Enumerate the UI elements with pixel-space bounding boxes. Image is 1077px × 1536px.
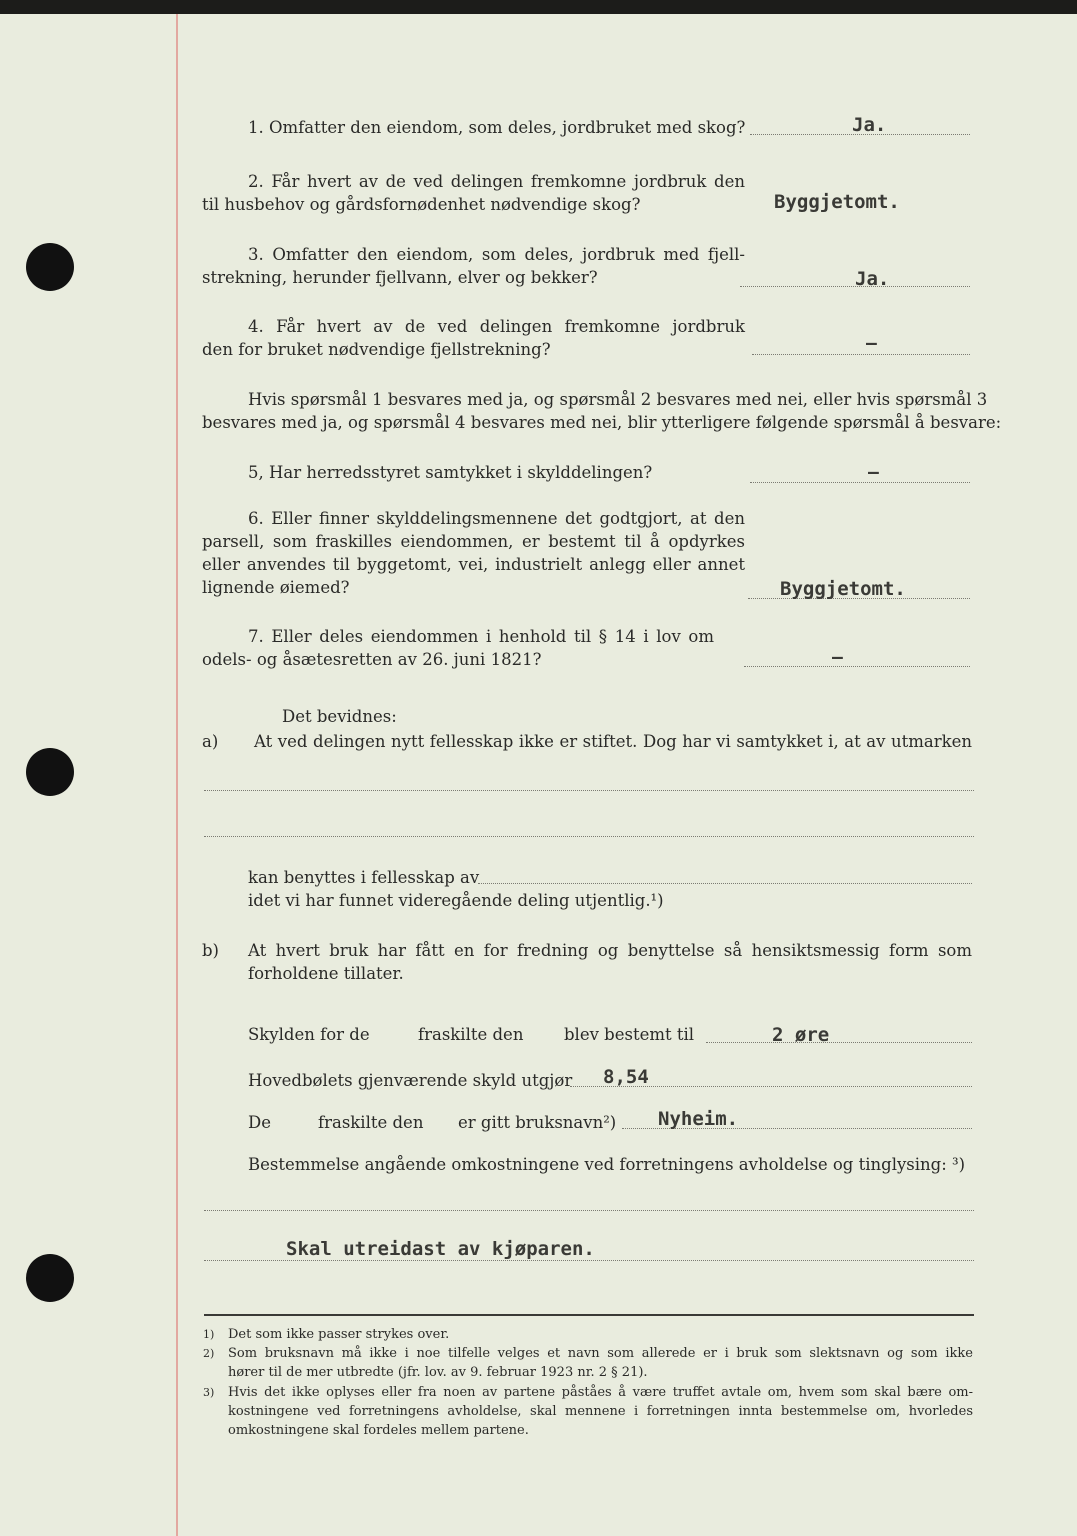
item-b-line-1: At hvert bruk har fått en for fredning og benyttelse så hensiktsmessig form som: [248, 941, 972, 960]
question-2-line-2: til husbehov og gårdsfornødenhet nødvendige skog?: [202, 195, 641, 214]
question-3-line-2: strekning, herunder fjellvann, elver og bekker?: [202, 268, 598, 287]
item-a-label: a): [202, 732, 219, 751]
bestemmelse-answer: Skal utreidast av kjøparen.: [286, 1238, 595, 1260]
answer-line: [744, 666, 970, 667]
skyld-value: 2 øre: [772, 1024, 830, 1046]
question-3-line-1: 3. Omfatter den eiendom, som deles, jordbruk med fjell-: [248, 245, 745, 264]
answer-7: –: [832, 647, 843, 668]
blank-line: [204, 790, 974, 791]
answer-4: –: [866, 333, 877, 354]
margin-line: [176, 14, 178, 1536]
videregaende-text: idet vi har funnet videregående deling utjentlig.¹): [248, 891, 664, 910]
item-a-text: At ved delingen nytt fellesskap ikke er stiftet. Dog har vi samtykket i, at av utmarken: [254, 732, 972, 751]
question-4-line-1: 4. Får hvert av de ved delingen fremkomne jordbruk: [248, 317, 745, 336]
question-7-line-1: 7. Eller deles eiendommen i henhold til § 14 i lov om: [248, 627, 714, 646]
bestemmelse-label: Bestemmelse angående omkostningene ved forretningens avholdelse og tinglysing: ³): [248, 1155, 966, 1174]
answer-3: Ja.: [855, 268, 890, 290]
blank-line: [204, 836, 974, 837]
skyld-label-2: fraskilte den: [418, 1025, 524, 1044]
blank-line: [204, 1210, 974, 1211]
question-2-line-1: 2. Får hvert av de ved delingen fremkomne jordbruk den: [248, 172, 745, 191]
question-4-line-2: den for bruket nødvendige fjellstrekning?: [202, 340, 551, 359]
answer-line: [706, 1042, 972, 1043]
item-b-line-2: forholdene tillater.: [248, 964, 404, 983]
answer-2: Byggjetomt.: [774, 191, 900, 213]
question-5: 5, Har herredsstyret samtykket i skylddelingen?: [248, 463, 653, 482]
question-7-line-2: odels- og åsætesretten av 26. juni 1821?: [202, 650, 542, 669]
bruksnavn-label-3: er gitt bruksnavn²): [458, 1113, 617, 1132]
answer-line: [752, 354, 970, 355]
punch-hole-icon: [26, 243, 74, 291]
answer-6: Byggjetomt.: [780, 578, 906, 600]
conditional-line-2: besvares med ja, og spørsmål 4 besvares med nei, blir ytterligere følgende spørsmål å besvare:: [202, 413, 1002, 432]
item-b-label: b): [202, 941, 219, 960]
scan-top-edge: [0, 0, 1077, 14]
footnote-rule: [204, 1314, 974, 1316]
bevidnes-heading: Det bevidnes:: [282, 707, 397, 726]
bruksnavn-value: Nyheim.: [658, 1108, 739, 1130]
question-1: 1. Omfatter den eiendom, som deles, jordbruket med skog?: [248, 118, 746, 137]
question-6-line-1: 6. Eller finner skylddelingsmennene det godtgjort, at den: [248, 509, 745, 528]
bruksnavn-label-1: De: [248, 1113, 271, 1132]
question-6-line-2: parsell, som fraskilles eiendommen, er bestemt til å opdyrkes: [202, 532, 745, 551]
blank-line: [478, 883, 972, 884]
answer-5: –: [868, 462, 879, 483]
hovedbol-value: 8,54: [603, 1066, 649, 1088]
bruksnavn-label-2: fraskilte den: [318, 1113, 424, 1132]
punch-hole-icon: [26, 748, 74, 796]
fellesskap-label: kan benyttes i fellesskap av: [248, 868, 480, 887]
question-6-line-3: eller anvendes til byggetomt, vei, industrielt anlegg eller annet: [202, 555, 745, 574]
answer-1: Ja.: [852, 114, 887, 136]
answer-line: [750, 482, 970, 483]
skyld-label-1: Skylden for de: [248, 1025, 370, 1044]
skyld-label-3: blev bestemt til: [564, 1025, 695, 1044]
conditional-line-1: Hvis spørsmål 1 besvares med ja, og spørsmål 2 besvares med nei, eller hvis spørsmål 3: [248, 390, 988, 409]
question-6-line-4: lignende øiemed?: [202, 578, 350, 597]
hovedbol-label: Hovedbølets gjenværende skyld utgjør: [248, 1071, 573, 1090]
punch-hole-icon: [26, 1254, 74, 1302]
blank-line: [204, 1260, 974, 1261]
